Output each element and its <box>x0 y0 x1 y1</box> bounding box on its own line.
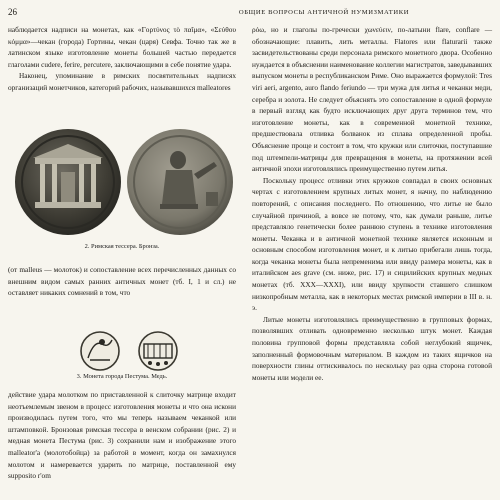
left-column-middle <box>8 264 236 299</box>
paragraph: Поскольку процесс отливки этих кружков совпадал в своих основных чертах с изготовлением крупных литых монет, я начну, по наблюдению повторений, с описания последнего. По отношению, что литье не было случайной причиной, а вовсе не потому, что, как думали раньше, литье представляло генетически более раннюю ступень в технике изготовления монеты. Чеканка и в античной монетной технике является исконным и основным способом изготовления монет, и к литью прибегали лишь тогда, когда чеканка монеты была непременима или ввиду размера монеты, как в италийском aes grave (см. ниже, рис. 17) и сицилийских крупных медных монетах (тб. XXX—XXXI), или ввиду хрупкости ставшего слишком низкопробным металла, как в некоторых местах римской империи в III в. н. э. <box>252 175 492 313</box>
page-number: 26 <box>8 7 17 17</box>
paragraph: наблюдается надписи на монетах, как «Γορτύνος τὸ παῖμα», «Σεύθου κόμμα»—чекан (города) Гортины, чекан (царя) Севфа. Точно так же в латинском языке изготовление монеты большей частью передается глаголами cudere, ferire, percutere, заключающими в себе понятие удара. <box>8 25 236 69</box>
figure-2-caption: 2. Римская тессера. Бронза. <box>84 243 160 250</box>
left-column-top <box>8 24 236 94</box>
paestum-coin-image <box>78 330 182 372</box>
paragraph: Наконец, упоминание в римских посвятительных надписях организаций монетчиков, категорий рабочих, называвшихся malleatores <box>8 71 236 92</box>
right-column <box>252 24 492 383</box>
paragraph: (от malleus — молоток) и сопоставление всех перечисленных данных со внешним видом самых ранних античных монет (тб. I, 1 и сл.) не оставляет никаких сомнений в том, что <box>8 265 236 298</box>
paragraph: Литые монеты изготовлялись преимущественно в групповых формах, позволявших отливать одновременно несколько штук монет. Каждая половина групповой формы представляла собой неглубокий ящичек, заполненный формовочным материалом. В каждом из таких ящичков на поверхности глины оттискивалось по нескольку раз одна сторона готовой монеты или модели ее. <box>252 314 492 382</box>
paragraph: действие удара молотком по приставленной к слиточку матрице входит неотъемлемым звеном в процесс изготовления монеты и что она искони производилась путем того, что мы теперь называем чеканкой или штамповкой. Бронзовая римская тессера в венском собрании (рис. 2) и медная монета Пестума (рис. 3) сохранили нам и изображение этого malleator'а (молотобойца) за работой в момент, когда он замахнулся молотом и намеревается ударить по матрице, поставленной ему supposito r'om <box>8 390 236 481</box>
figure-3-coin <box>78 330 182 372</box>
tessera-coins-image <box>10 122 236 240</box>
running-title: ОБЩИЕ ВОПРОСЫ АНТИЧНОЙ НУМИЗМАТИКИ <box>238 9 410 16</box>
paragraph: ρόω, но и глаголы по-гречески χωνεύειν, по-латыни flare, conflare — обозначающие: плавить, лить металлы. Flatores или flaturarii также засвидетельствованы среди персонала римского монетного двора. Особенно нуждается в объяснении наименование коллегии магистратов, заведывавших выпуском монеты в республиканском Риме. Оно выражается формулой: Tres viri aeri, argento, auro flando feriundo — три мужа для литья и чеканки меди, серебра и золота. Не следует объяснять это сопоставление в одной формуле в первый взгляд как будто исключающих друг друга терминов тем, что изготовление монеты, как в современной монетной технике, предшествовала отливка болванок из сплава определенной пробы. Объяснение проще и состоит в том, что кружки или слиточки, поступавшие под штемпели-матрицы для превращения в монеты, на протяжении всей античной эпохи изготовлялись преимущественно путем литья. <box>252 25 492 174</box>
left-column-bottom <box>8 389 236 482</box>
figure-2-tessera <box>10 122 236 240</box>
figure-3-caption: 3. Монета города Пестума. Медь. <box>76 373 168 380</box>
